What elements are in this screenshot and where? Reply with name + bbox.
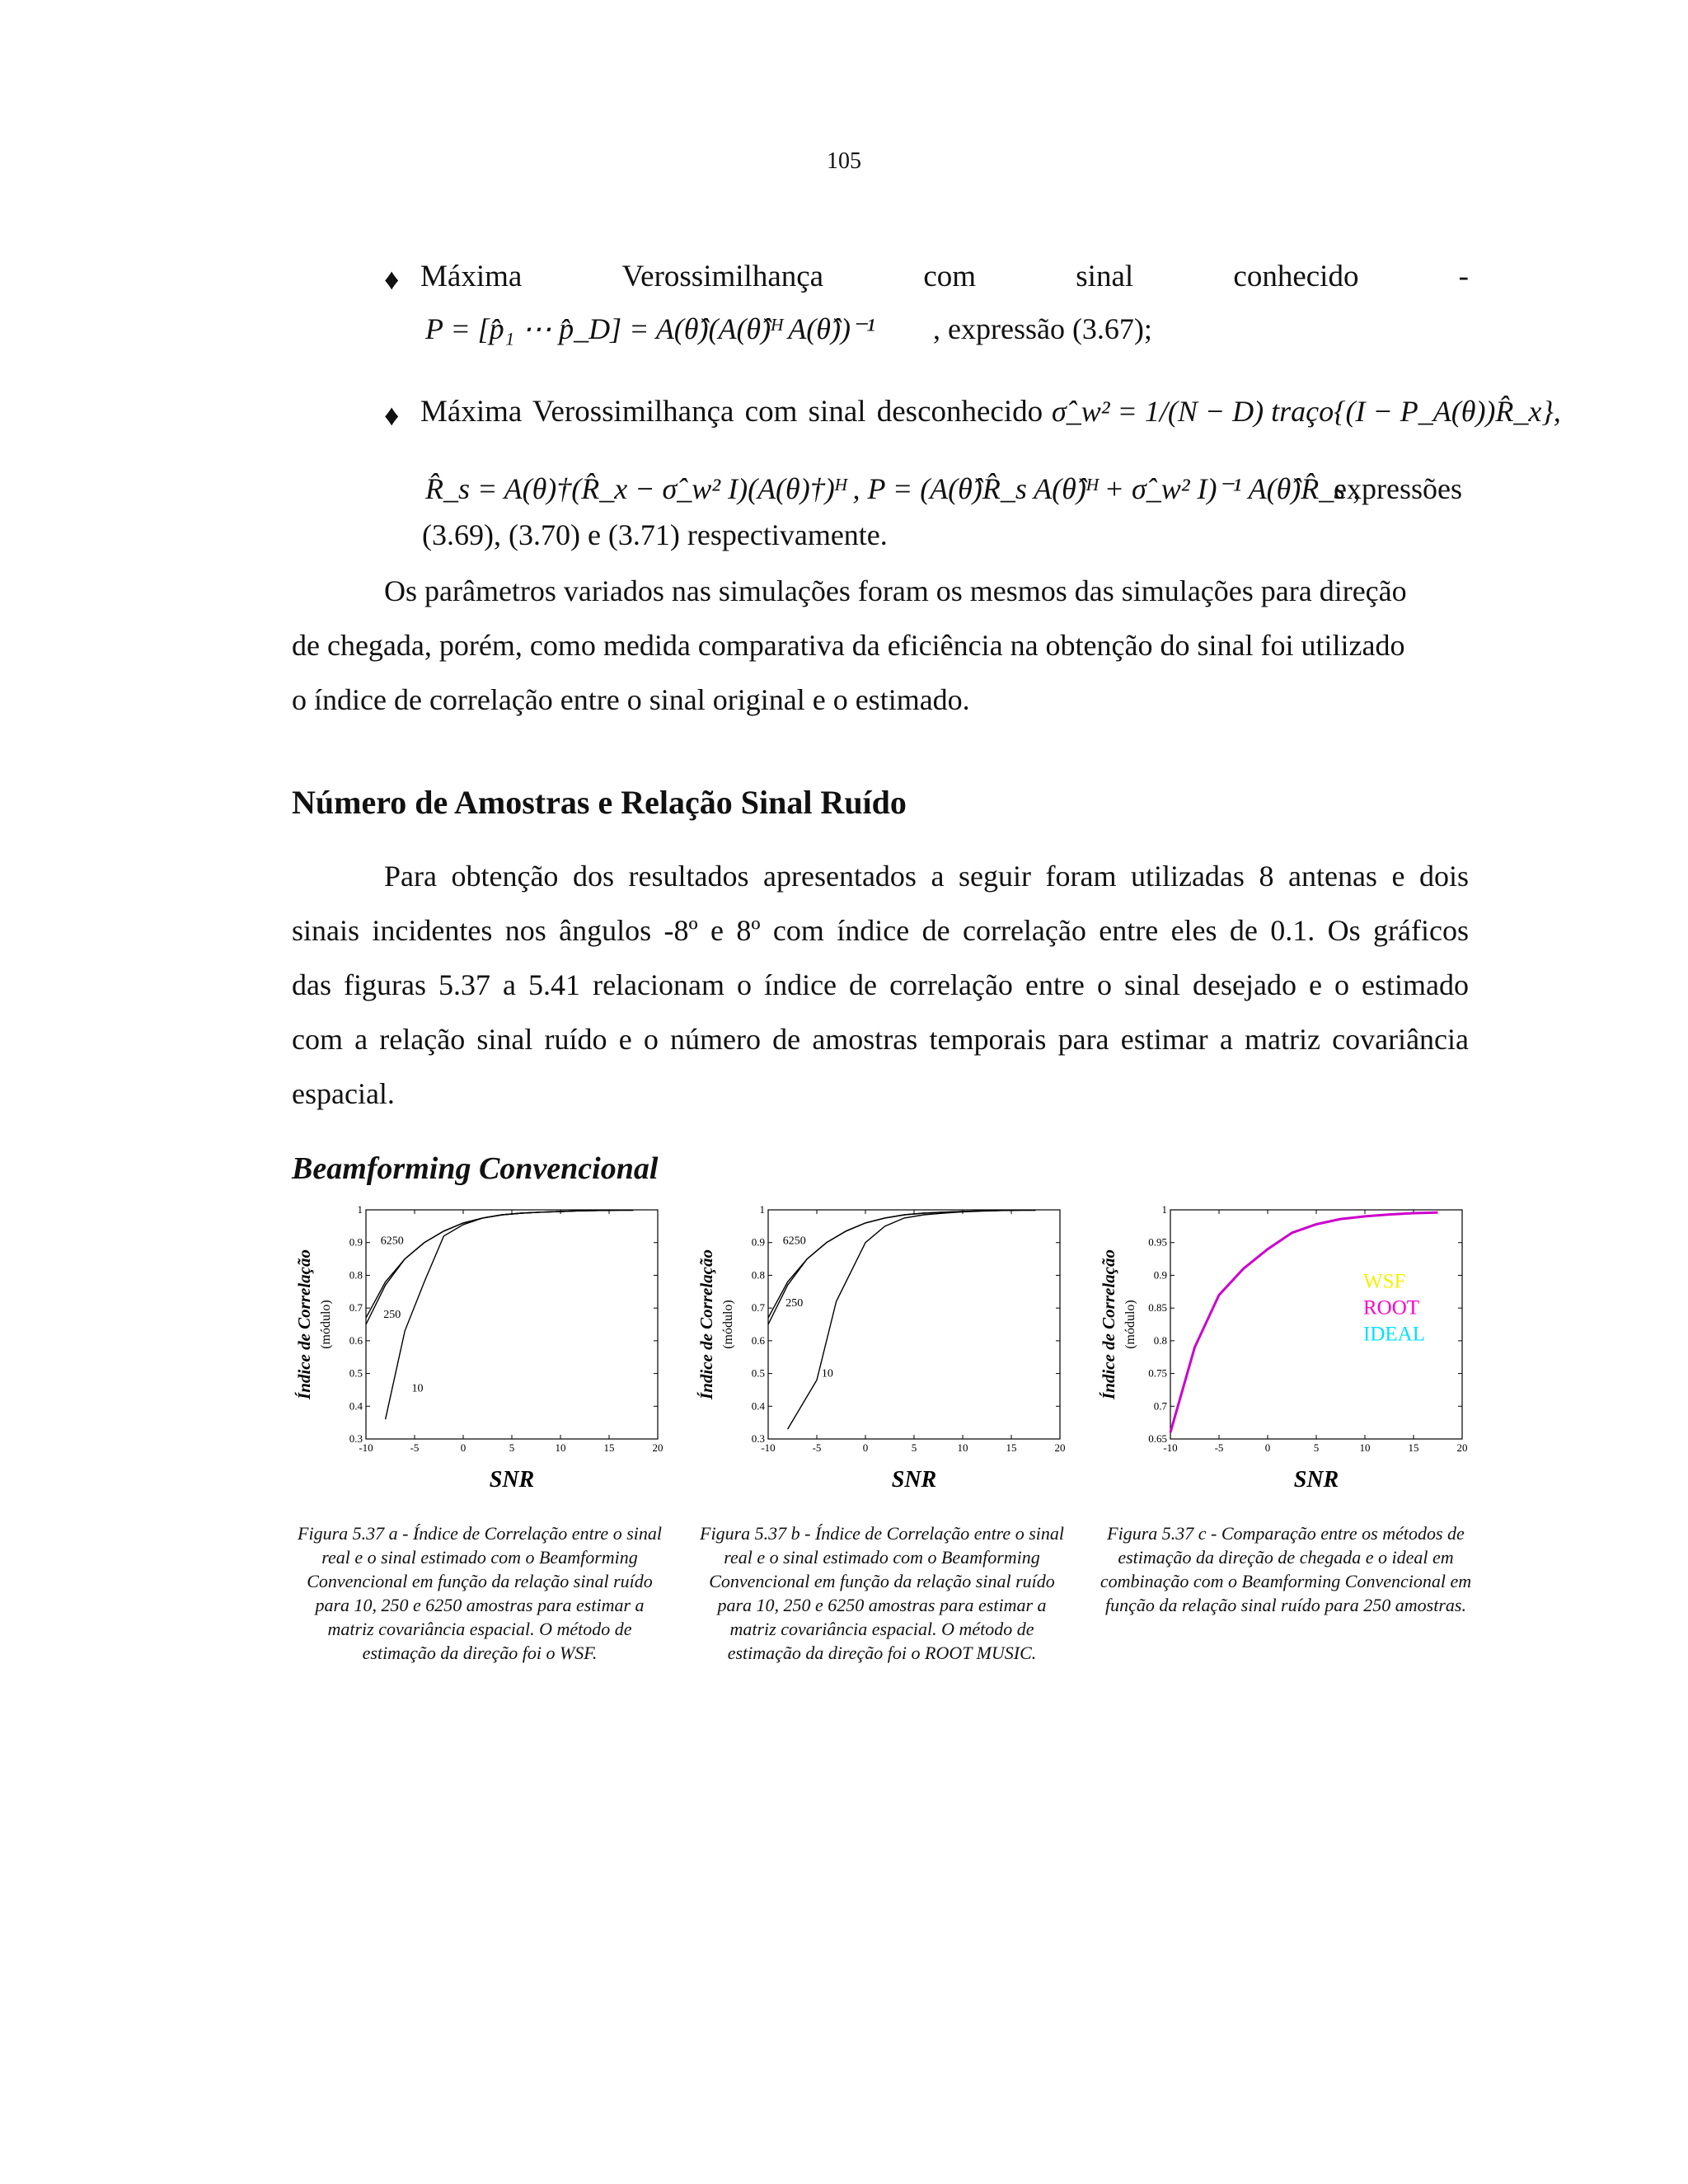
y-tick-label: 0.65 — [1148, 1432, 1167, 1445]
x-tick-label: 15 — [1408, 1441, 1419, 1454]
paragraph-line: das figuras 5.37 a 5.41 relacionam o índice de correlação entre o sinal desejado e o estimado — [292, 968, 1469, 1001]
x-tick-label: -5 — [1214, 1441, 1224, 1454]
y-axis-label: Índice de Correlação — [1099, 1249, 1118, 1399]
legend-entry: WSF — [1363, 1270, 1406, 1293]
curve-label: 10 — [411, 1382, 424, 1395]
y-tick-label: 0.5 — [751, 1366, 765, 1380]
subsection-title: Beamforming Convencional — [292, 1151, 659, 1186]
word: sinal — [1076, 260, 1134, 293]
y-tick-label: 0.75 — [1148, 1366, 1167, 1380]
x-tick-label: 15 — [1006, 1441, 1017, 1454]
curve-label: 10 — [821, 1367, 833, 1380]
formula-rs-and-p: R̂_s = A(θ)†(R̂_x − σ̂_w² I)(A(θ)†)ᴴ , P = (A(θ̂)R̂_s A(θ̂)ᴴ + σ̂_w² I)⁻¹ A(θ̂)R̂_s , — [425, 472, 1361, 505]
curve-label: 6250 — [782, 1235, 806, 1248]
legend-entry: ROOT — [1363, 1296, 1420, 1319]
chart-figure-5-37c — [1096, 1195, 1475, 1500]
plot-area — [768, 1210, 1060, 1439]
plot-area — [366, 1210, 658, 1439]
formula-refs-word: expressões — [1334, 472, 1462, 505]
y-tick-label: 0.9 — [1153, 1268, 1167, 1282]
paragraph-2 — [292, 849, 1469, 1121]
y-tick-label: 0.7 — [349, 1301, 363, 1315]
paragraph-line: de chegada, porém, como medida comparativa da eficiência na obtenção do sinal foi utilizado — [292, 629, 1405, 662]
bullet-diamond-icon: ♦ — [384, 263, 400, 296]
y-tick-label: 0.6 — [751, 1333, 765, 1347]
y-tick-label: 1 — [759, 1203, 765, 1216]
y-tick-label: 0.85 — [1148, 1301, 1167, 1315]
x-tick-label: 5 — [1313, 1441, 1320, 1454]
formula-ml-known-ref: , expressão (3.67); — [933, 312, 1152, 345]
x-tick-label: -5 — [410, 1441, 420, 1454]
y-tick-label: 0.8 — [349, 1268, 363, 1282]
y-axis-sublabel: (módulo) — [319, 1300, 333, 1349]
y-tick-label: 0.4 — [349, 1399, 363, 1413]
y-axis-label: Índice de Correlação — [294, 1249, 314, 1399]
x-tick-label: -10 — [761, 1441, 776, 1454]
paragraph-line: com a relação sinal ruído e o número de amostras temporais para estimar a matriz covariância — [292, 1023, 1469, 1056]
y-axis-label: Índice de Correlação — [696, 1249, 716, 1399]
y-tick-label: 0.3 — [751, 1432, 765, 1445]
x-tick-label: 0 — [862, 1441, 869, 1454]
y-tick-label: 0.8 — [1153, 1333, 1167, 1347]
y-tick-label: 1 — [1161, 1203, 1167, 1216]
caption-figure-5-37c: Figura 5.37 c - Comparação entre os métodos de estimação da direção de chegada e o ideal em combinação com o Beamforming Convencional em função da relação sinal ruído para 250 amostras. — [1100, 1523, 1472, 1615]
paragraph-line: espacial. — [292, 1077, 395, 1110]
x-tick-label: 20 — [652, 1441, 663, 1454]
formula-noise-variance: σ̂_w² = 1/(N − D) traço{(I − P_A(θ))R̂_x}, — [1052, 395, 1561, 428]
paragraph-line: sinais incidentes nos ângulos -8º e 8º com índice de correlação entre eles de 0.1. Os gráficos — [292, 914, 1469, 947]
bullet-diamond-icon: ♦ — [384, 399, 400, 432]
curve-label: 250 — [383, 1309, 401, 1322]
chart-figure-5-37a — [292, 1195, 671, 1500]
x-axis-label: SNR — [489, 1467, 535, 1493]
y-tick-label: 1 — [357, 1203, 363, 1216]
word: conhecido — [1233, 260, 1359, 293]
caption-figure-5-37b: Figura 5.37 b - Índice de Correlação entre o sinal real e o sinal estimado com o Beamforming Convencional em função da relação sinal ruído para 10, 250 e 6250 amostras para estimar a matriz covariância espacial. O método de estimação da direção foi o ROOT MUSIC. — [700, 1523, 1064, 1663]
curve-label: 250 — [785, 1297, 804, 1310]
chart-figure-5-37b — [694, 1195, 1073, 1500]
x-tick-label: -10 — [359, 1441, 373, 1454]
bullet-1-head — [420, 259, 1469, 294]
x-tick-label: 5 — [509, 1441, 515, 1454]
x-tick-label: 0 — [460, 1441, 467, 1454]
y-tick-label: 0.4 — [751, 1399, 765, 1413]
section-title: Número de Amostras e Relação Sinal Ruído — [292, 784, 907, 821]
paragraph-line: o índice de correlação entre o sinal original e o estimado. — [292, 683, 970, 716]
y-tick-label: 0.8 — [751, 1268, 765, 1282]
y-tick-label: 0.7 — [1153, 1399, 1167, 1413]
x-axis-label: SNR — [1293, 1467, 1339, 1493]
x-tick-label: 20 — [1054, 1441, 1066, 1454]
paragraph-1 — [292, 564, 1469, 727]
x-axis-label: SNR — [891, 1467, 937, 1493]
y-tick-label: 0.6 — [349, 1333, 363, 1347]
y-axis-sublabel: (módulo) — [721, 1300, 735, 1349]
x-tick-label: -5 — [812, 1441, 822, 1454]
x-tick-label: 10 — [1359, 1441, 1371, 1454]
word: - — [1458, 260, 1469, 293]
x-tick-label: 5 — [911, 1441, 917, 1454]
x-tick-label: 0 — [1264, 1441, 1271, 1454]
word: com — [923, 260, 977, 293]
page-number: 105 — [827, 148, 861, 174]
y-tick-label: 0.3 — [349, 1432, 363, 1445]
y-tick-label: 0.9 — [751, 1235, 765, 1249]
y-tick-label: 0.7 — [751, 1301, 765, 1315]
caption-figure-5-37a: Figura 5.37 a - Índice de Correlação entre o sinal real e o sinal estimado com o Beamforming Convencional em função da relação sinal ruído para 10, 250 e 6250 amostras para estimar a matriz covariância espacial. O método de estimação da direção foi o WSF. — [298, 1523, 662, 1663]
word: Máxima — [420, 260, 523, 293]
legend-entry: IDEAL — [1363, 1323, 1425, 1346]
y-tick-label: 0.9 — [349, 1235, 363, 1249]
y-tick-label: 0.95 — [1148, 1235, 1167, 1249]
paragraph-line: Para obtenção dos resultados apresentados a seguir foram utilizadas 8 antenas e dois — [384, 860, 1469, 893]
x-tick-label: 20 — [1456, 1441, 1468, 1454]
curve-label: 6250 — [380, 1235, 404, 1248]
paragraph-line: Os parâmetros variados nas simulações foram os mesmos das simulações para direção — [384, 574, 1407, 607]
formula-refs: (3.69), (3.70) e (3.71) respectivamente. — [422, 518, 888, 551]
x-tick-label: 15 — [603, 1441, 615, 1454]
bullet-2-head: Máxima Verossimilhança com sinal desconhecido — [420, 395, 1043, 429]
formula-ml-known: P = [p̂₁ ⋯ p̂_D] = A(θ̂)(A(θ̂)ᴴ A(θ̂))⁻¹ — [425, 312, 875, 345]
x-tick-label: 10 — [957, 1441, 968, 1454]
x-tick-label: -10 — [1163, 1441, 1178, 1454]
y-tick-label: 0.5 — [349, 1366, 363, 1380]
y-axis-sublabel: (módulo) — [1123, 1300, 1137, 1349]
word: Verossimilhança — [621, 260, 824, 293]
x-tick-label: 10 — [555, 1441, 566, 1454]
